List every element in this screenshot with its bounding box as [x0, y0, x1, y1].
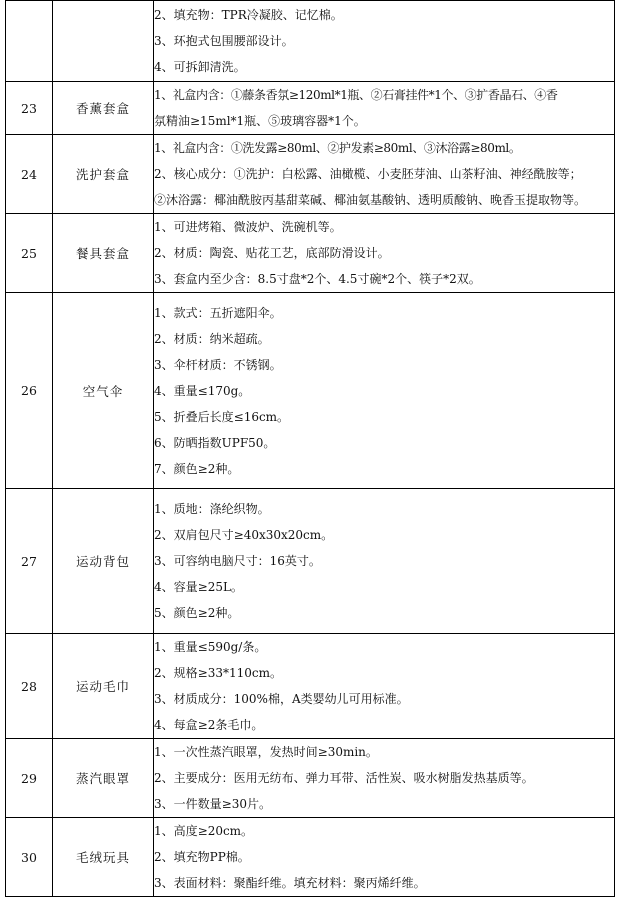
spec-line: 2、填充物：TPR冷凝胶、记忆棉。 [154, 8, 343, 22]
spec-line: 3、伞杆材质：不锈钢。 [154, 357, 282, 372]
item-name: 蒸汽眼罩 [53, 739, 154, 818]
spec-line: 3、可容纳电脑尺寸：16英寸。 [154, 554, 321, 568]
spec-line: 4、可拆卸清洗。 [154, 60, 246, 74]
row-number: 30 [6, 818, 53, 897]
spec-line: 3、材质成分：100%棉，A类婴幼儿可用标准。 [154, 692, 409, 706]
spec-line: 2、规格≥33*110cm。 [154, 666, 282, 680]
spec-line: 6、防晒指数UPF50。 [154, 435, 276, 450]
spec-line: 2、双肩包尺寸≥40x30x20cm。 [154, 528, 334, 542]
spec-line: 1、重量≤590g/条。 [154, 640, 267, 654]
table-row [6, 293, 615, 489]
table-row [6, 739, 615, 818]
spec-table-body [6, 1, 615, 897]
spec-line: 1、质地：涤纶织物。 [154, 502, 270, 516]
spec-line: 2、核心成分：①洗护：白松露、油橄榄、小麦胚芽油、山茶籽油、神经酰胺等； [154, 167, 582, 181]
spec-table [5, 0, 615, 897]
spec-line: 7、颜色≥2种。 [154, 461, 240, 476]
item-spec [154, 1, 615, 82]
table-row [6, 1, 615, 82]
spec-line: 1、高度≥20cm。 [154, 824, 254, 838]
item-spec [154, 489, 615, 634]
table-row [6, 135, 615, 214]
item-name: 餐具套盒 [53, 214, 154, 293]
item-spec [154, 214, 615, 293]
item-spec [154, 135, 615, 214]
spec-line: 3、表面材料：聚酯纤维。填充材料：聚丙烯纤维。 [154, 876, 426, 890]
item-spec [154, 82, 615, 135]
item-name: 香薰套盒 [53, 82, 154, 135]
spec-line: 4、重量≤170g。 [154, 383, 251, 398]
spec-line: 1、礼盒内含：①藤条香氛≥120ml*1瓶、②石膏挂件*1个、③扩香晶石、④香 [154, 88, 558, 102]
item-spec [154, 739, 615, 818]
item-name: 运动背包 [53, 489, 154, 634]
spec-line: 2、材质：纳米超疏。 [154, 331, 270, 346]
spec-line: 3、一件数量≥30片。 [154, 797, 271, 811]
row-number: 25 [6, 214, 53, 293]
item-spec [154, 818, 615, 897]
row-number: 24 [6, 135, 53, 214]
row-number: 26 [6, 293, 53, 489]
spec-line: 1、一次性蒸汽眼罩，发热时间≥30min。 [154, 745, 378, 759]
table-row [6, 82, 615, 135]
row-number: 23 [6, 82, 53, 135]
spec-line: 4、每盒≥2条毛巾。 [154, 718, 264, 732]
spec-line: 3、套盒内至少含：8.5寸盘*2个、4.5寸碗*2个、筷子*2双。 [154, 272, 481, 286]
table-row [6, 214, 615, 293]
row-number: 28 [6, 634, 53, 739]
spec-line: 2、填充物PP棉。 [154, 850, 250, 864]
spec-line: 3、环抱式包围腰部设计。 [154, 34, 294, 48]
spec-line: 1、礼盒内含：①洗发露≥80ml、②护发素≥80ml、③沐浴露≥80ml。 [154, 141, 521, 155]
item-spec [154, 634, 615, 739]
spec-line: 4、容量≥25L。 [154, 580, 243, 594]
spec-line: 2、材质：陶瓷、贴花工艺，底部防滑设计。 [154, 246, 390, 260]
item-spec [154, 293, 615, 489]
spec-line: 2、主要成分：医用无纺布、弹力耳带、活性炭、吸水树脂发热基质等。 [154, 771, 534, 785]
row-number: 29 [6, 739, 53, 818]
row-number [6, 1, 53, 82]
table-row [6, 489, 615, 634]
spec-line: 5、折叠后长度≤16cm。 [154, 409, 290, 424]
spec-line: 5、颜色≥2种。 [154, 606, 240, 620]
item-name [53, 1, 154, 82]
item-name: 洗护套盒 [53, 135, 154, 214]
spec-line: 1、可进烤箱、微波炉、洗碗机等。 [154, 220, 342, 234]
table-row [6, 634, 615, 739]
item-name: 空气伞 [53, 293, 154, 489]
table-row [6, 818, 615, 897]
spec-line: 1、款式：五折遮阳伞。 [154, 305, 282, 320]
item-name: 运动毛巾 [53, 634, 154, 739]
item-name: 毛绒玩具 [53, 818, 154, 897]
spec-line: ②沐浴露：椰油酰胺丙基甜菜碱、椰油氨基酸钠、透明质酸钠、晚香玉提取物等。 [154, 193, 587, 207]
spec-line: 氛精油≥15ml*1瓶、⑤玻璃容器*1个。 [154, 114, 366, 128]
row-number: 27 [6, 489, 53, 634]
